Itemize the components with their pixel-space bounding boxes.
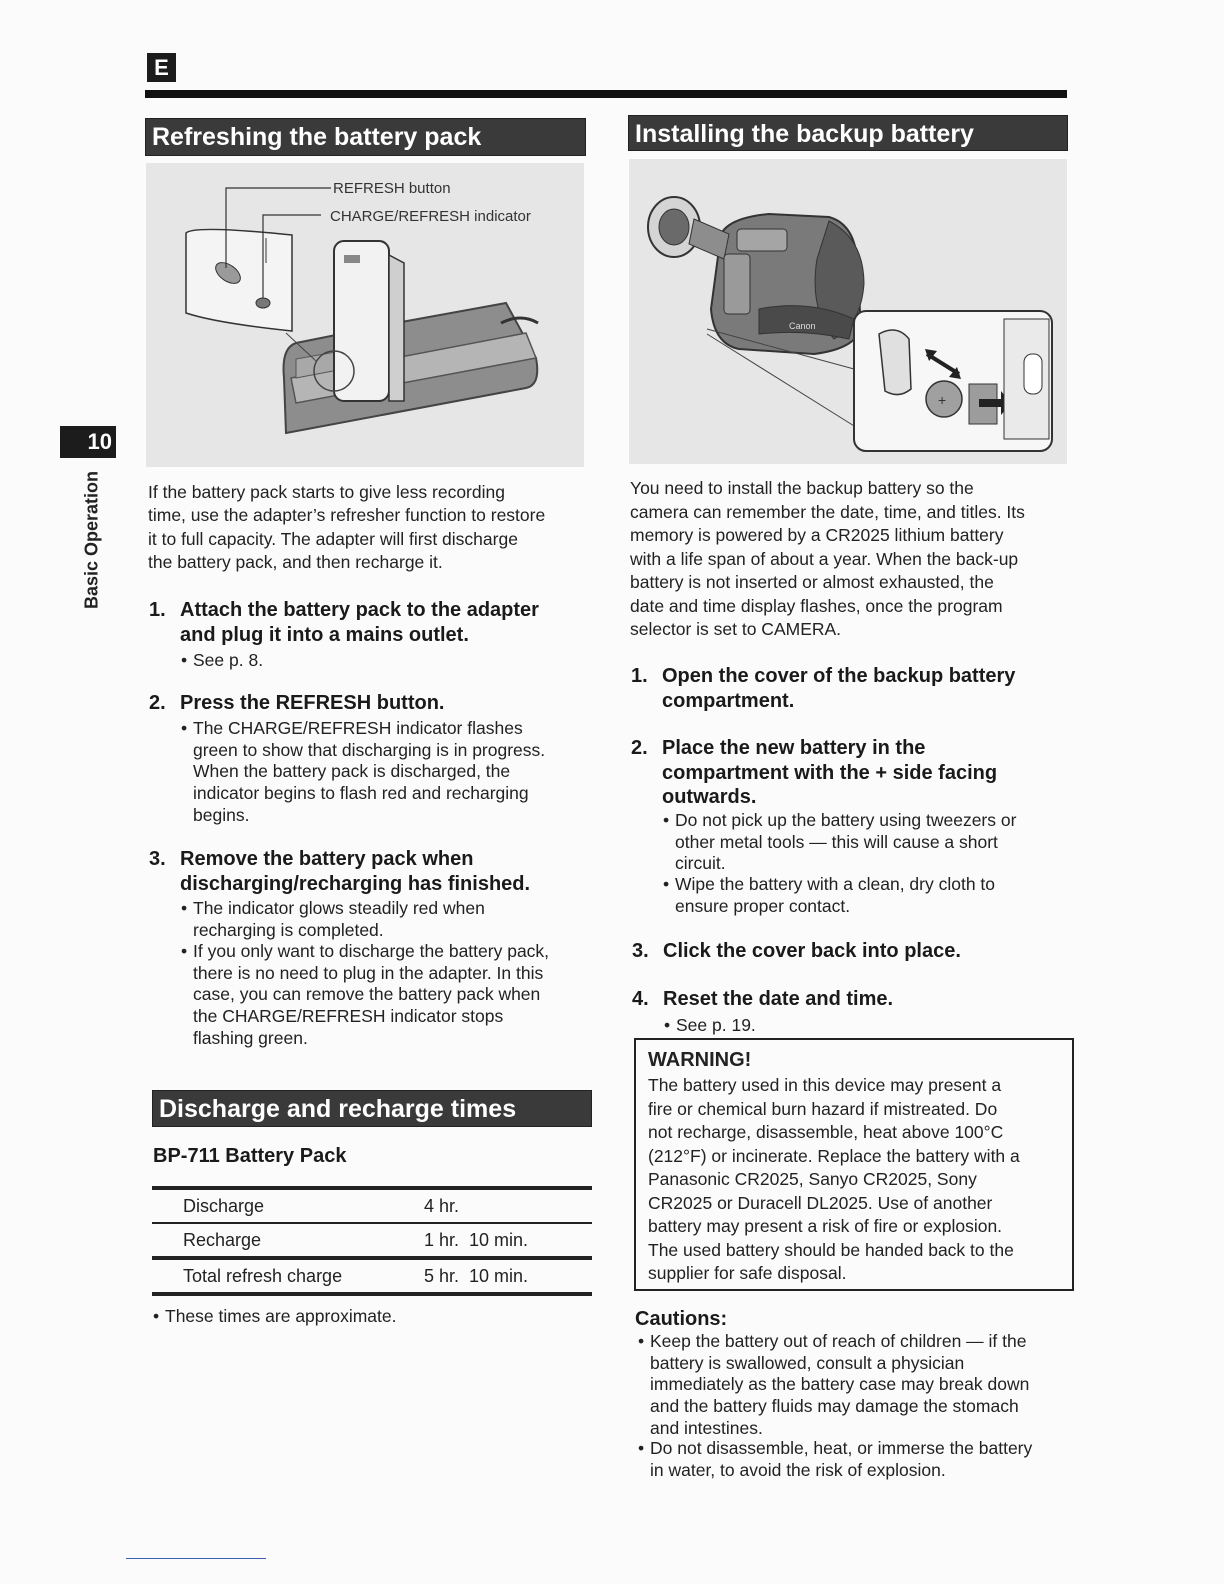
caution-line: battery is swallowed, consult a physician — [650, 1352, 965, 1373]
intro-line: camera can remember the date, time, and titles. Its — [630, 501, 1025, 522]
step-line: Place the new battery in the — [662, 737, 926, 759]
page-number: 10 — [60, 426, 116, 458]
step-number: 3. — [632, 940, 649, 962]
camera-brand-label: Canon — [789, 321, 816, 331]
section-tab — [68, 460, 116, 620]
step-number: 1. — [149, 599, 166, 621]
step-line: compartment. — [662, 689, 795, 712]
table-row — [152, 1190, 592, 1223]
right-step-2 — [631, 736, 1082, 810]
table-cell: Total refresh charge — [183, 1265, 343, 1286]
warning-title: WARNING! — [648, 1049, 752, 1071]
bullet-line: ensure proper contact. — [675, 895, 851, 916]
cautions-title: Cautions: — [635, 1308, 728, 1330]
caution-line: and the battery fluids may damage the stomach — [650, 1396, 1019, 1417]
bullet-line: begins. — [193, 804, 250, 825]
callout-indicator: CHARGE/REFRESH indicator — [330, 208, 531, 225]
intro-line: the battery pack, and then recharge it. — [148, 551, 443, 572]
language-badge: E — [147, 53, 176, 82]
caution-line: and intestines. — [650, 1417, 763, 1438]
step-line: Remove the battery pack when — [180, 848, 474, 870]
left-step-3-bullet-2: • If you only want to discharge the battery pack, there is no need to plug in the adapter. In this case, you can remove the battery pack when the CHARGE/REFRESH indicator stops flashing green. — [181, 941, 550, 1048]
caution-line: Keep the battery out of reach of children — if the — [650, 1331, 1027, 1351]
left-step-2-bullet: • The CHARGE/REFRESH indicator flashes green to show that discharging is in progress. When the battery pack is discharged, the indicator begins to flash red and recharging begins. — [181, 718, 546, 825]
left-step-2 — [149, 691, 600, 716]
warning-line: The used battery should be handed back to the — [648, 1239, 1014, 1260]
table-cell: 1 hr. 10 min. — [424, 1229, 529, 1250]
step-line: compartment with the + side facing — [662, 761, 998, 784]
section-title-refreshing: Refreshing the battery pack — [145, 118, 586, 156]
camera-drawing — [629, 159, 1067, 464]
callout-refresh-button: REFRESH button — [333, 180, 451, 197]
left-step-3-bullet-1: • The indicator glows steadily red when recharging is completed. — [181, 898, 485, 940]
intro-line: with a life span of about a year. When the back-up — [630, 548, 1019, 569]
left-intro — [148, 481, 598, 574]
adapter-drawing — [146, 163, 584, 467]
step-line: Click the cover back into place. — [663, 940, 961, 962]
caution-item-1: • Keep the battery out of reach of children — if the battery is swallowed, consult a physician immediately as the battery case may break down and the battery fluids may damage the stomach and intestines. — [638, 1331, 1030, 1438]
bullet-line: Do not pick up the battery using tweezers or — [675, 810, 1017, 830]
left-step-3 — [149, 847, 600, 896]
warning-text — [648, 1074, 1020, 1286]
warning-line: Panasonic CR2025, Sanyo CR2025, Sony — [648, 1169, 977, 1189]
warning-line: supplier for safe disposal. — [648, 1263, 847, 1283]
camera-illustration — [629, 159, 1067, 464]
warning-line: CR2025 or Duracell DL2025. Use of another — [648, 1192, 993, 1213]
bullet-line: there is no need to plug in the adapter. In this — [193, 962, 544, 983]
right-step-1 — [631, 664, 1082, 713]
intro-line: date and time display flashes, once the program — [630, 595, 1003, 616]
section-tab-label: Basic Operation — [81, 470, 102, 610]
right-step-3 — [632, 939, 1083, 964]
intro-line: selector is set to CAMERA. — [630, 619, 842, 639]
step-number: 4. — [632, 988, 649, 1010]
table-cell: Recharge — [183, 1229, 262, 1250]
bullet-line: recharging is completed. — [193, 919, 384, 940]
table-row — [152, 1223, 592, 1258]
bullet-line: If you only want to discharge the battery pack, — [193, 941, 550, 961]
bullet-line: green to show that discharging is in progress. — [193, 739, 546, 760]
step-line: and plug it into a mains outlet. — [180, 623, 469, 646]
intro-line: You need to install the backup battery so the — [630, 478, 974, 498]
warning-line: not recharge, disassemble, heat above 100°C — [648, 1122, 1004, 1142]
battery-model: BP-711 Battery Pack — [153, 1145, 347, 1167]
table-cell: Discharge — [183, 1195, 265, 1216]
step-line: Press the REFRESH button. — [180, 692, 445, 714]
step-line: Attach the battery pack to the adapter — [180, 599, 539, 621]
warning-box — [634, 1038, 1074, 1291]
step-line: Reset the date and time. — [663, 988, 894, 1010]
step-line: discharging/recharging has finished. — [180, 872, 531, 895]
step-number: 2. — [631, 737, 648, 759]
table-cell: 5 hr. 10 min. — [424, 1265, 529, 1286]
times-table — [152, 1190, 592, 1292]
intro-line: time, use the adapter’s refresher function to restore — [148, 505, 546, 526]
right-step-4-bullet: • See p. 19. — [664, 1015, 756, 1035]
warning-line: battery may present a risk of fire or explosion. — [648, 1216, 1003, 1236]
bullet-line: When the battery pack is discharged, the — [193, 761, 511, 782]
intro-line: memory is powered by a CR2025 lithium battery — [630, 525, 1004, 545]
note-text: These times are approximate. — [165, 1306, 397, 1326]
footer-line — [126, 1558, 266, 1559]
times-note: • These times are approximate. — [153, 1306, 397, 1326]
section-title-backup: Installing the backup battery — [628, 115, 1068, 151]
table-cell: 4 hr. — [424, 1195, 460, 1216]
right-step-2-bullet-1: • Do not pick up the battery using tweezers or other metal tools — this will cause a short circuit. — [663, 810, 1017, 874]
bullet-line: Wipe the battery with a clean, dry cloth to — [675, 874, 996, 894]
step-number: 2. — [149, 692, 166, 714]
right-step-2-bullet-2: • Wipe the battery with a clean, dry cloth to ensure proper contact. — [663, 874, 996, 916]
caution-line: in water, to avoid the risk of explosion. — [650, 1459, 946, 1480]
left-step-1-bullet: • See p. 8. — [181, 650, 264, 670]
bullet-line: flashing green. — [193, 1027, 308, 1048]
step-number: 3. — [149, 848, 166, 870]
left-step-1 — [149, 598, 600, 647]
svg-text:+: + — [938, 392, 947, 408]
section-title-times: Discharge and recharge times — [152, 1090, 592, 1127]
right-intro — [630, 477, 1080, 642]
adapter-illustration — [146, 163, 584, 467]
intro-line: If the battery pack starts to give less recording — [148, 482, 505, 502]
bullet-line: the CHARGE/REFRESH indicator stops — [193, 1006, 504, 1027]
warning-line: The battery used in this device may present a — [648, 1075, 1002, 1095]
bullet-line: See p. 8. — [193, 650, 264, 670]
table-row — [152, 1258, 592, 1292]
step-number: 1. — [631, 665, 648, 687]
bullet-line: The CHARGE/REFRESH indicator flashes — [193, 718, 523, 738]
right-step-4 — [632, 987, 1083, 1012]
bullet-line: circuit. — [675, 853, 726, 874]
bullet-line: case, you can remove the battery pack when — [193, 984, 541, 1005]
bullet-line: The indicator glows steadily red when — [193, 898, 485, 918]
bullet-line: See p. 19. — [676, 1015, 756, 1035]
header-rule — [145, 90, 1067, 98]
step-line: outwards. — [662, 786, 757, 808]
caution-line: immediately as the battery case may break down — [650, 1374, 1030, 1395]
caution-item-2: • Do not disassemble, heat, or immerse the battery in water, to avoid the risk of explosion. — [638, 1438, 1033, 1480]
bullet-line: other metal tools — this will cause a short — [675, 831, 998, 852]
bullet-line: indicator begins to flash red and recharging — [193, 783, 529, 804]
intro-line: it to full capacity. The adapter will first discharge — [148, 528, 518, 549]
step-line: Open the cover of the backup battery — [662, 665, 1016, 687]
warning-line: (212°F) or incinerate. Replace the battery with a — [648, 1145, 1020, 1166]
warning-line: fire or chemical burn hazard if mistreated. Do — [648, 1098, 998, 1119]
times-table-wrap — [152, 1186, 592, 1296]
caution-line: Do not disassemble, heat, or immerse the battery — [650, 1438, 1033, 1458]
intro-line: battery is not inserted or almost exhausted, the — [630, 572, 994, 592]
